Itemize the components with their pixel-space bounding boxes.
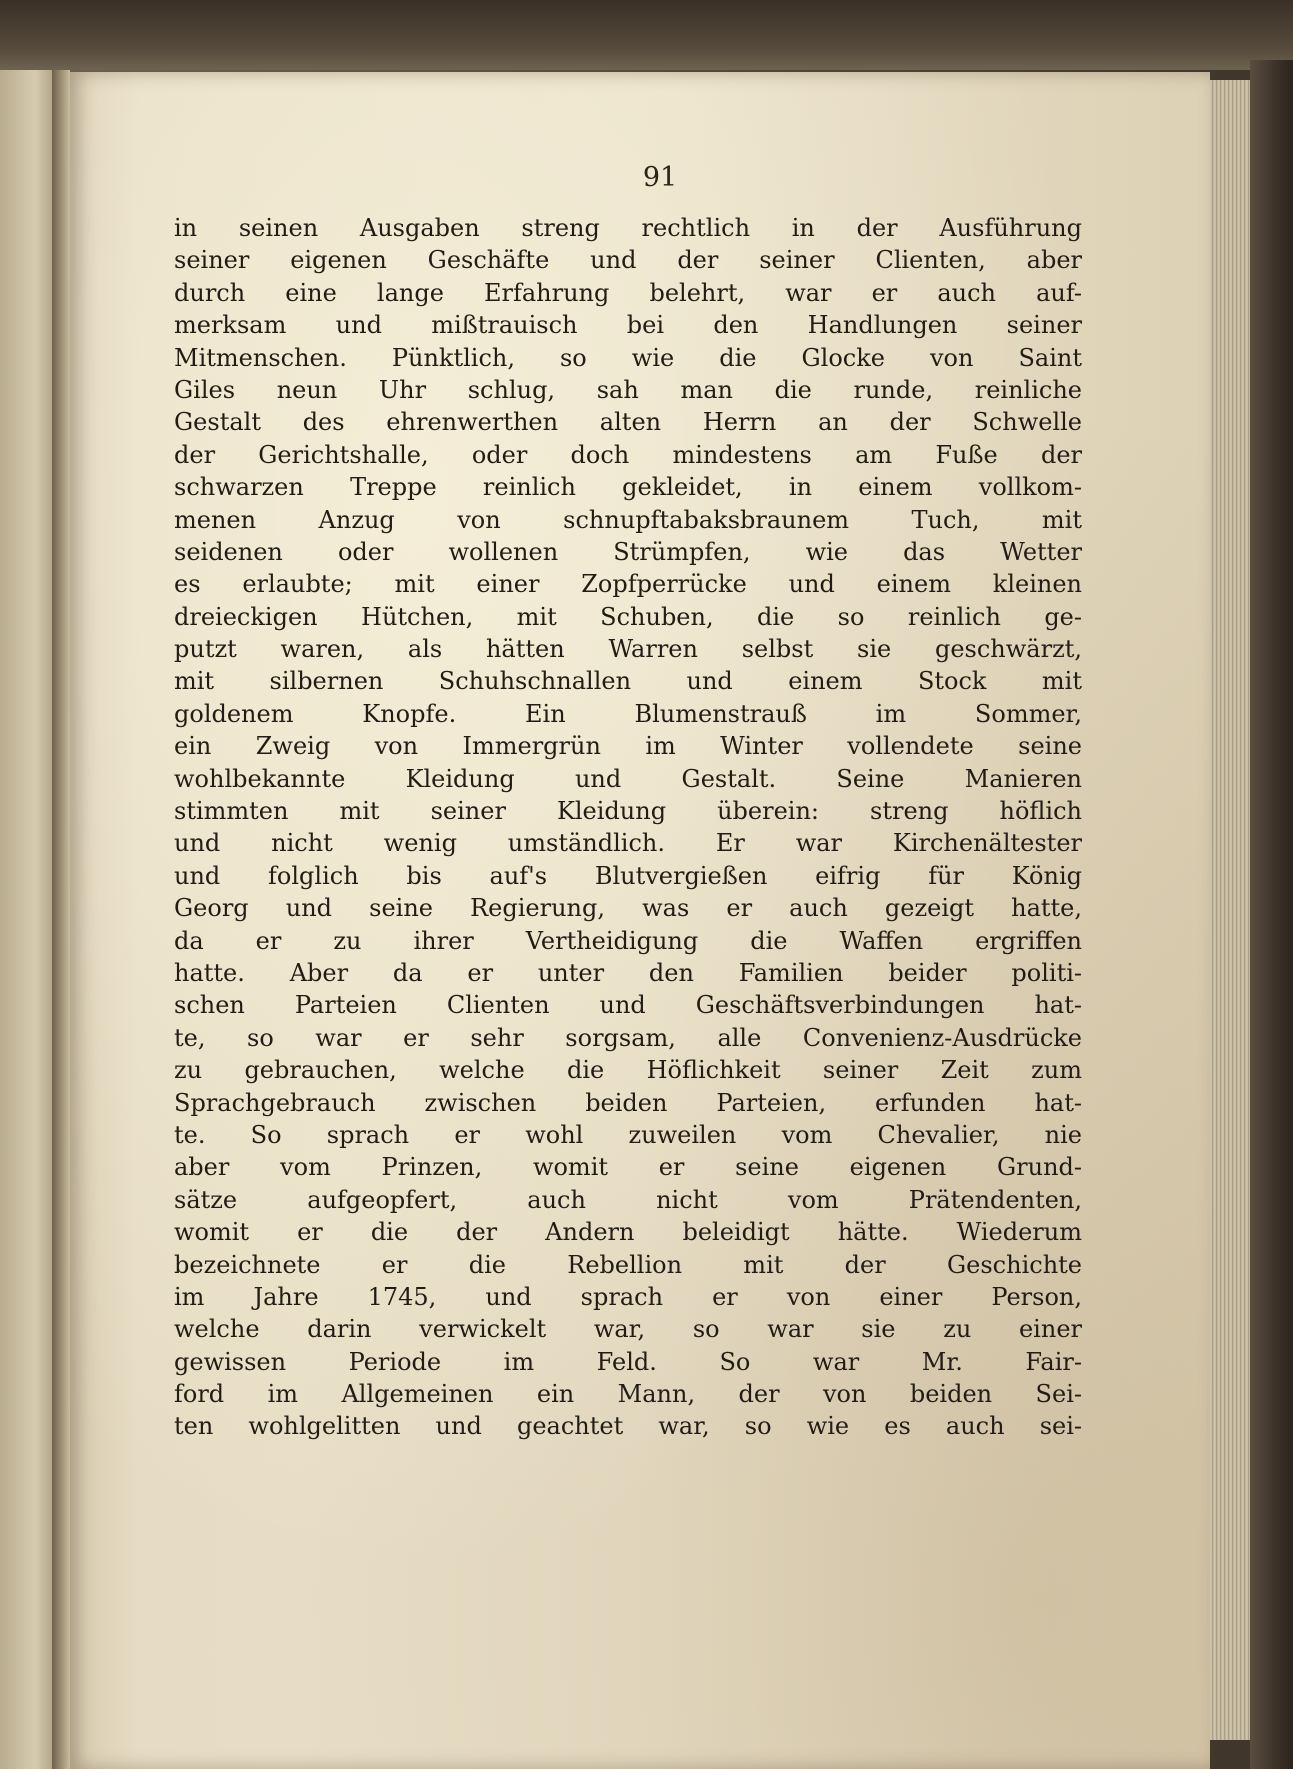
text-line: schen Parteien Clienten und Geschäftsverbindungen hat- [174, 991, 1082, 1020]
text-line: seidenen oder wollenen Strümpfen, wie das Wetter [174, 537, 1082, 566]
text-block [174, 212, 1082, 1443]
text-line: schwarzen Treppe reinlich gekleidet, in einem vollkom- [174, 473, 1082, 502]
text-line: es erlaubte; mit einer Zopfperrücke und einem kleinen [174, 570, 1082, 599]
text-line: mit silbernen Schuhschnallen und einem Stock mit [174, 667, 1082, 696]
book-page [70, 72, 1210, 1769]
text-line: welche darin verwickelt war, so war sie zu einer [174, 1315, 1082, 1344]
book-cover-right [1250, 60, 1293, 1769]
text-line: Gestalt des ehrenwerthen alten Herrn an der Schwelle [174, 408, 1082, 437]
previous-page-edge [0, 70, 58, 1769]
text-line: hatte. Aber da er unter den Familien beider politi- [174, 958, 1082, 987]
text-line: sätze aufgeopfert, auch nicht vom Prätendenten, [174, 1185, 1082, 1214]
text-line: ford im Allgemeinen ein Mann, der von beiden Sei- [174, 1380, 1082, 1409]
text-line: putzt waren, als hätten Warren selbst sie geschwärzt, [174, 635, 1082, 664]
text-line: ten wohlgelitten und geachtet war, so wie es auch sei- [174, 1412, 1082, 1441]
text-line: und folglich bis auf's Blutvergießen eifrig für König [174, 861, 1082, 890]
text-line: Georg und seine Regierung, was er auch gezeigt hatte, [174, 894, 1082, 923]
page-stack-edges [1205, 80, 1254, 1740]
text-line: bezeichnete er die Rebellion mit der Geschichte [174, 1250, 1082, 1279]
text-line: dreieckigen Hütchen, mit Schuben, die so reinlich ge- [174, 602, 1082, 631]
text-line: da er zu ihrer Vertheidigung die Waffen ergriffen [174, 926, 1082, 955]
page-number: 91 [642, 162, 678, 193]
text-line: Mitmenschen. Pünktlich, so wie die Glocke von Saint [174, 343, 1082, 372]
text-line: durch eine lange Erfahrung belehrt, war er auch auf- [174, 278, 1082, 307]
text-line: ein Zweig von Immergrün im Winter vollendete seine [174, 732, 1082, 761]
text-line: wohlbekannte Kleidung und Gestalt. Seine Manieren [174, 764, 1082, 793]
book-gutter [52, 70, 70, 1769]
text-line: im Jahre 1745, und sprach er von einer Person, [174, 1282, 1082, 1311]
text-line: te, so war er sehr sorgsam, alle Convenienz-Ausdrücke [174, 1023, 1082, 1052]
text-line: Sprachgebrauch zwischen beiden Parteien, erfunden hat- [174, 1088, 1082, 1117]
text-line: in seinen Ausgaben streng rechtlich in der Ausführung [174, 214, 1082, 242]
text-line: stimmten mit seiner Kleidung überein: streng höflich [174, 797, 1082, 826]
text-line: womit er die der Andern beleidigt hätte. Wiederum [174, 1218, 1082, 1247]
text-line: zu gebrauchen, welche die Höflichkeit seiner Zeit zum [174, 1056, 1082, 1085]
text-line: te. So sprach er wohl zuweilen vom Chevalier, nie [174, 1120, 1082, 1149]
text-line: und nicht wenig umständlich. Er war Kirchenältester [174, 829, 1082, 858]
text-line: seiner eigenen Geschäfte und der seiner Clienten, aber [174, 246, 1082, 275]
text-line: aber vom Prinzen, womit er seine eigenen Grund- [174, 1153, 1082, 1182]
book-cover-top [0, 0, 1293, 70]
text-line: Giles neun Uhr schlug, sah man die runde, reinliche [174, 375, 1082, 404]
text-line: goldenem Knopfe. Ein Blumenstrauß im Sommer, [174, 699, 1082, 728]
text-line: gewissen Periode im Feld. So war Mr. Fair- [174, 1347, 1082, 1376]
text-line: menen Anzug von schnupftabaksbraunem Tuch, mit [174, 505, 1082, 534]
text-line: merksam und mißtrauisch bei den Handlungen seiner [174, 311, 1082, 340]
text-line: der Gerichtshalle, oder doch mindestens am Fuße der [174, 440, 1082, 469]
